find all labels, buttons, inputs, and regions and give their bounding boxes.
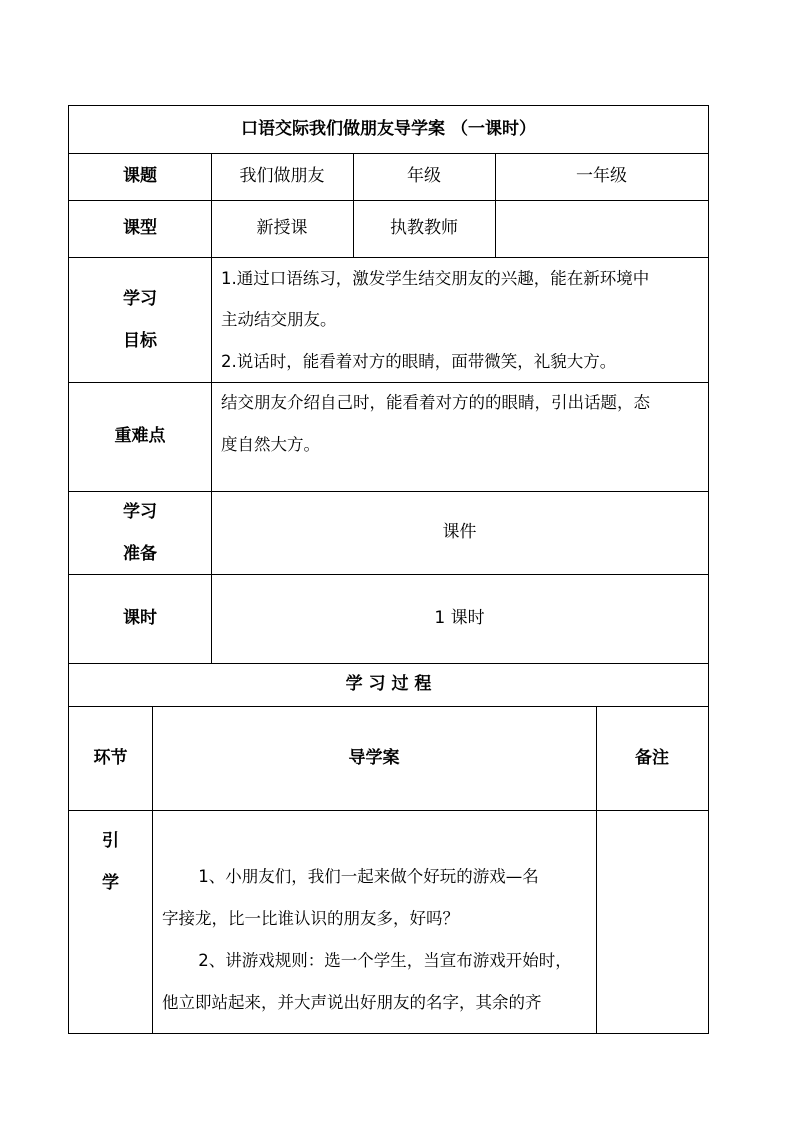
type-label: 课型	[123, 218, 157, 239]
prep-value: 课件	[442, 522, 477, 543]
plan-item-2b: 他立即站起来，并大声说出好朋友的名字，其余的齐	[162, 993, 542, 1012]
stage-char-1: 引	[102, 831, 119, 851]
plan-item-2a: 2、讲游戏规则：选一个学生，当宣布游戏开始时，	[198, 951, 572, 970]
grade-value: 一年级	[576, 166, 627, 187]
note-cell	[597, 810, 708, 1034]
goal-item-2: 2.说话时，能看着对方的眼睛，面带微笑，礼貌大方。	[221, 352, 617, 371]
goal-label-line-1: 学习	[123, 288, 157, 309]
plan-item-1b: 字接龙，比一比谁认识的朋友多，好吗？	[162, 909, 459, 928]
stage-cell	[69, 810, 152, 1034]
lesson-plan-table	[68, 105, 709, 1034]
teacher-value	[495, 200, 708, 257]
plan-content	[153, 810, 596, 1034]
goal-item-1b: 主动结交朋友。	[221, 310, 337, 329]
page-title: 口语交际我们做朋友导学案 （一课时）	[241, 119, 536, 140]
type-value: 新授课	[256, 218, 308, 239]
topic-label: 课题	[123, 166, 157, 187]
goal-item-1a: 1.通过口语练习，激发学生结交朋友的兴趣，能在新环境中	[221, 269, 650, 288]
prep-label	[69, 491, 211, 574]
stage-column-header: 环节	[93, 747, 128, 768]
topic-value: 我们做朋友	[239, 166, 325, 187]
key-points-content	[212, 382, 708, 491]
key-points-line-1: 结交朋友介绍自己时，能看着对方的的眼睛，引出话题，态	[221, 393, 650, 412]
prep-label-line-2: 准备	[123, 543, 157, 564]
hours-value: 1 课时	[434, 608, 485, 629]
stage-char-2: 学	[102, 873, 119, 893]
grade-label: 年级	[407, 166, 441, 187]
goal-label	[69, 257, 211, 382]
key-points-line-2: 度自然大方。	[221, 435, 320, 454]
hours-label: 课时	[123, 608, 157, 629]
process-heading: 学 习 过 程	[345, 674, 432, 695]
goal-label-line-2: 目标	[123, 330, 157, 351]
teacher-label: 执教教师	[390, 218, 458, 239]
plan-column-header: 导学案	[348, 747, 400, 768]
key-points-label: 重难点	[114, 426, 166, 447]
note-column-header: 备注	[635, 747, 669, 768]
prep-label-line-1: 学习	[123, 501, 157, 522]
plan-item-1a: 1、小朋友们，我们一起来做个好玩的游戏—名	[198, 867, 539, 886]
goal-content	[212, 257, 708, 382]
